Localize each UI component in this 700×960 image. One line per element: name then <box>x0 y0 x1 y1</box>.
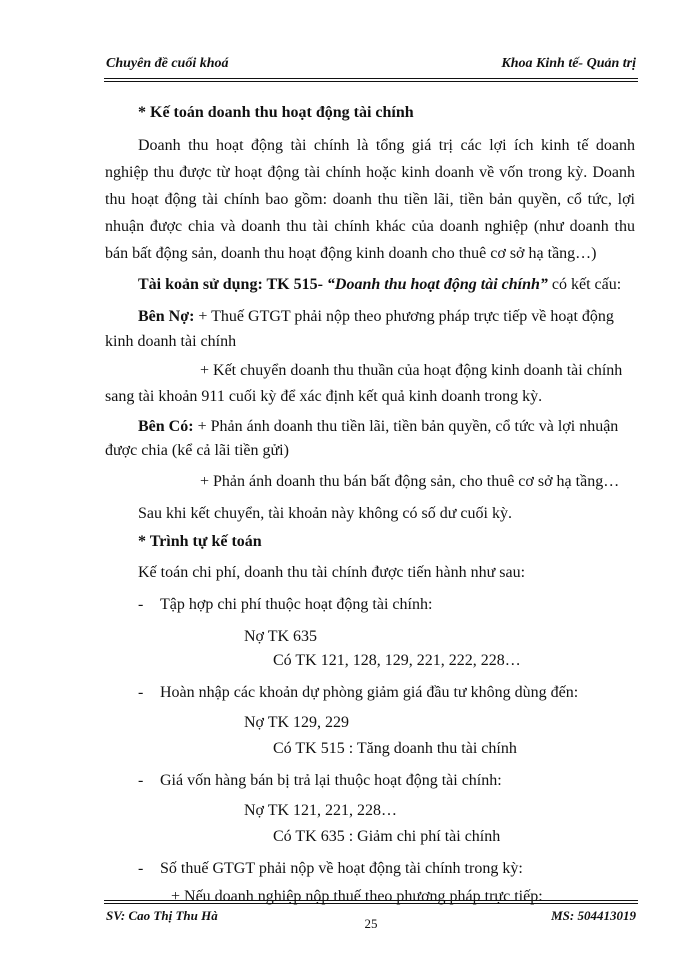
credit-line1 <box>138 418 618 436</box>
header-right: Khoa Kinh tế- Quản trị <box>501 56 636 71</box>
account-label: Tài koản sử dụng: TK 515- <box>138 276 323 293</box>
debit-line4: sang tài khoản 911 cuối kỳ để xác định kết quả kinh doanh trong kỳ. <box>105 388 543 405</box>
credit-text1: + Phản ánh doanh thu tiền lãi, tiền bản quyền, cổ tức và lợi nhuận <box>193 418 619 435</box>
step1-debit: Nợ TK 635 <box>244 628 318 645</box>
footer-student-id: MS: 504413019 <box>551 908 636 923</box>
account-suffix: có kết cấu: <box>547 276 622 293</box>
page-header <box>106 56 636 76</box>
section2-heading: * Trình tự kế toán <box>138 533 262 550</box>
closing-note: Sau khi kết chuyển, tài khoản này không có số dư cuối kỳ. <box>138 505 512 522</box>
debit-label: Bên Nợ: <box>138 308 195 325</box>
para1-line3: thu hoạt động tài chính bao gồm: doanh thu tiền lãi, tiền bản quyền, cổ tức, lợi <box>105 191 635 208</box>
debit-line2: kinh doanh tài chính <box>105 333 237 350</box>
step1-text: Tập hợp chi phí thuộc hoạt động tài chính: <box>160 596 433 613</box>
para1-line2: nghiệp thu được từ hoạt động tài chính hoặc kinh doanh về vốn trong kỳ. Doanh <box>105 164 635 181</box>
credit-label: Bên Có: <box>138 418 194 435</box>
section1-heading: * Kế toán doanh thu hoạt động tài chính <box>138 104 414 121</box>
header-rule-double <box>104 81 638 82</box>
para1-line5: bán bất động sản, doanh thu hoạt động kinh doanh cho thuê cơ sở hạ tầng…) <box>105 245 597 262</box>
header-rule <box>104 78 638 79</box>
step2-debit: Nợ TK 129, 229 <box>244 714 350 731</box>
header-left: Chuyên đề cuối khoá <box>106 56 229 71</box>
intro-line: Kế toán chi phí, doanh thu tài chính được tiến hành như sau: <box>138 564 526 581</box>
account-name: “Doanh thu hoạt động tài chính” <box>326 276 548 293</box>
para1-line4: nhuận được chia và doanh thu tài chính khác của doanh nghiệp (như doanh thu <box>105 218 635 235</box>
footer-rule-double <box>104 903 638 904</box>
para1-line1: Doanh thu hoạt động tài chính là tổng giá trị các lợi ích kinh tế doanh <box>138 137 635 154</box>
step3-debit: Nợ TK 121, 221, 228… <box>244 802 398 819</box>
step3-text: Giá vốn hàng bán bị trả lại thuộc hoạt động tài chính: <box>160 772 502 789</box>
debit-text1: + Thuế GTGT phải nộp theo phương pháp trực tiếp về hoạt động <box>194 308 614 325</box>
step1-credit: Có TK 121, 128, 129, 221, 222, 228… <box>273 652 521 669</box>
footer-student: SV: Cao Thị Thu Hà <box>106 908 218 923</box>
bullet-dash: - <box>138 596 144 613</box>
footer-rule <box>104 900 638 901</box>
step4-text: Số thuế GTGT phải nộp về hoạt động tài chính trong kỳ: <box>160 860 523 877</box>
step2-text: Hoàn nhập các khoản dự phòng giảm giá đầu tư không dùng đến: <box>160 684 579 701</box>
credit-line2: được chia (kể cả lãi tiền gửi) <box>105 442 289 459</box>
debit-line3: + Kết chuyển doanh thu thuần của hoạt động kinh doanh tài chính <box>200 362 623 379</box>
account-line <box>138 276 621 294</box>
bullet-dash: - <box>138 860 144 877</box>
bullet-dash: - <box>138 772 144 789</box>
sub-note: + Nếu doanh nghiệp nộp thuế theo phương pháp trực tiếp: <box>171 888 543 905</box>
bullet-dash: - <box>138 684 144 701</box>
page-number: 25 <box>364 916 378 931</box>
step2-credit: Có TK 515 : Tăng doanh thu tài chính <box>273 740 517 757</box>
credit-line3: + Phản ánh doanh thu bán bất động sản, cho thuê cơ sở hạ tầng… <box>200 473 620 490</box>
debit-line1 <box>138 308 614 326</box>
step3-credit: Có TK 635 : Giảm chi phí tài chính <box>273 828 501 845</box>
